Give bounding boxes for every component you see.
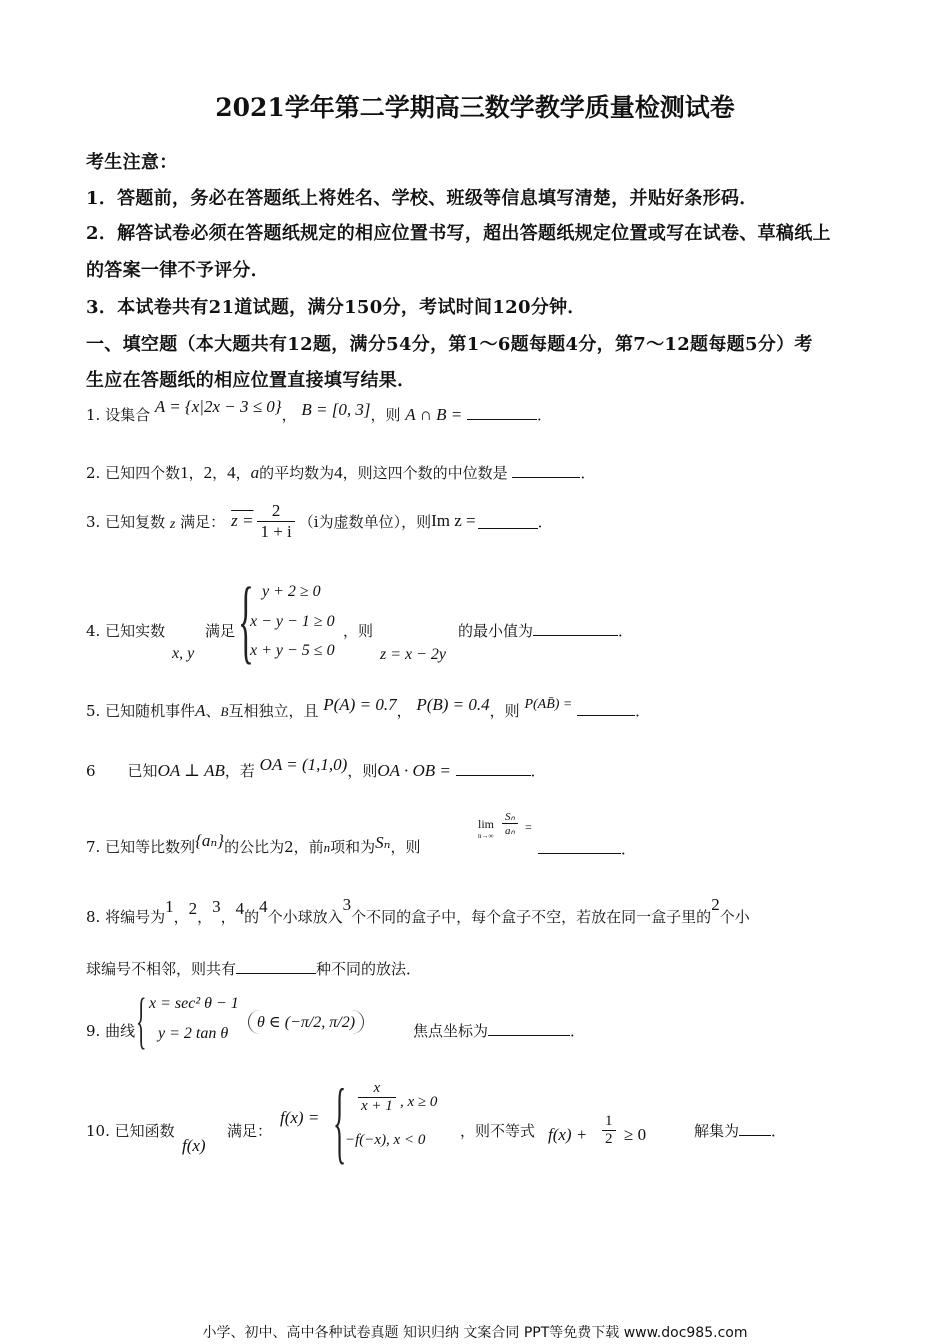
q4-constraint-3: x + y − 5 ≤ 0 bbox=[250, 642, 335, 659]
q9-eq-2: y = 2 tan θ bbox=[158, 1025, 229, 1042]
q4-text: 满足 bbox=[205, 622, 236, 640]
q4-vars: x, y bbox=[172, 645, 195, 662]
question-8-cont: 球编号不相邻，则共有 种不同的放法． bbox=[86, 960, 422, 978]
q4-text: ，则 bbox=[343, 622, 374, 640]
limit-symbol: lim n→∞ bbox=[478, 817, 495, 840]
q10-inequality: f(x) + bbox=[548, 1125, 588, 1144]
q10-inequality-rhs: ≥ 0 bbox=[624, 1125, 647, 1144]
set-a: A = {x|2x − 3 ≤ 0} bbox=[154, 397, 282, 416]
system-brace: { bbox=[136, 987, 147, 1055]
question-2: 2. 已知四个数1，2，4，a的平均数为4，则这四个数的中位数是 ． bbox=[86, 463, 596, 482]
equals-sign: = bbox=[525, 820, 532, 834]
notice-heading: 考生注意： bbox=[86, 152, 178, 173]
question-7: 7. 已知等比数列{aₙ}的公比为2，前n项和为Sₙ，则 bbox=[86, 831, 421, 856]
notice-item-3: 3．本试卷共有21道试题，满分150分，考试时间120分钟． bbox=[86, 297, 586, 318]
footer-banner[interactable]: 小学、初中、高中各种试卷真题 知识归纳 文案合同 PPT等免费下载 www.doc985.com bbox=[202, 1325, 748, 1341]
section-heading-cont: 生应在答题纸的相应位置直接填写结果． bbox=[86, 370, 416, 391]
piecewise-brace: { bbox=[333, 1070, 347, 1172]
q10-text: 解集为 ． bbox=[694, 1122, 787, 1140]
question-10: 10. 已知函数 bbox=[86, 1122, 175, 1140]
answer-blank[interactable] bbox=[467, 405, 537, 420]
q9-range: θ ∈ (−π/2, π/2) bbox=[248, 1010, 364, 1034]
fraction: $\frac{2}{1 + i}$ bbox=[257, 501, 294, 542]
answer-blank[interactable] bbox=[577, 701, 635, 716]
q10-piece-2: −f(−x), x < 0 bbox=[345, 1132, 426, 1148]
answer-blank[interactable] bbox=[236, 959, 316, 974]
q4-constraint-2: x − y − 1 ≥ 0 bbox=[250, 613, 335, 630]
answer-blank[interactable] bbox=[488, 1021, 570, 1036]
fraction: $\frac{1}{2}$ bbox=[602, 1113, 616, 1148]
page-title: 2021学年第二学期高三数学教学质量检测试卷 bbox=[215, 93, 735, 122]
q4-objective: z = x − 2y bbox=[380, 646, 447, 663]
question-8: 8. 将编号为1，2，3，4的4个小球放入3个不同的盒子中，每个盒子不空，若放在同一盒子里的2个小 bbox=[86, 895, 750, 926]
answer-blank[interactable] bbox=[512, 463, 580, 478]
question-4-lead: 4. 已知实数 bbox=[86, 622, 166, 640]
system-brace: { bbox=[238, 569, 254, 673]
answer-blank[interactable] bbox=[739, 1121, 771, 1136]
q10-lhs: f(x) = bbox=[280, 1108, 320, 1127]
fraction: $\frac{x}{x + 1}$ bbox=[358, 1080, 396, 1115]
question-5: 5. 已知随机事件A、B互相独立，且 P(A) = 0.7， P(B) = 0.4，则 P(AB̄) = ． bbox=[86, 695, 651, 720]
q4-text: 的最小值为 ． bbox=[458, 622, 634, 640]
notice-item-1: 1．答题前，务必在答题纸上将姓名、学校、班级等信息填写清楚，并贴好条形码． bbox=[86, 188, 758, 209]
fraction: $\frac{\text{Sₙ}}{\text{aₙ}}$ bbox=[502, 810, 518, 837]
q10-cond-1: , x ≥ 0 bbox=[400, 1094, 438, 1110]
answer-blank[interactable] bbox=[538, 839, 621, 854]
answer-blank[interactable] bbox=[533, 621, 618, 636]
question-1: 1. 设集合 A = {x|2x − 3 ≤ 0}， B = [0, 3]，则 A ∩ B = ． bbox=[86, 397, 553, 424]
q10-function: f(x) bbox=[182, 1136, 206, 1155]
question-3: 3. 已知复数 z 满足： z = $\frac{2}{1 + i}$ （i为虚数单位），则 Im z = ． bbox=[86, 500, 553, 541]
q10-text: 满足： bbox=[227, 1122, 273, 1140]
answer-blank[interactable] bbox=[478, 514, 538, 529]
question-6: 6 已知OA ⊥ AB，若 OA = (1,1,0)，则OA · OB = ． bbox=[86, 755, 546, 780]
q4-constraint-1: y + 2 ≥ 0 bbox=[262, 583, 321, 600]
section-heading: 一、填空题（本大题共有12题，满分54分，第1～6题每题4分，第7～12题每题5分）考 bbox=[86, 334, 813, 355]
q7-answer: ． bbox=[538, 838, 636, 859]
q9-eq-1: x = sec² θ − 1 bbox=[149, 995, 239, 1012]
answer-blank[interactable] bbox=[456, 761, 531, 776]
notice-item-2-cont: 的答案一律不予评分． bbox=[86, 260, 269, 281]
q9-text: 焦点坐标为 ． bbox=[413, 1022, 586, 1040]
q10-text: ，则不等式 bbox=[460, 1122, 536, 1140]
notice-item-2: 2．解答试卷必须在答题纸规定的相应位置书写，超出答题纸规定位置或写在试卷、草稿纸上 bbox=[86, 223, 831, 244]
question-9: 9. 曲线 bbox=[86, 1022, 136, 1040]
